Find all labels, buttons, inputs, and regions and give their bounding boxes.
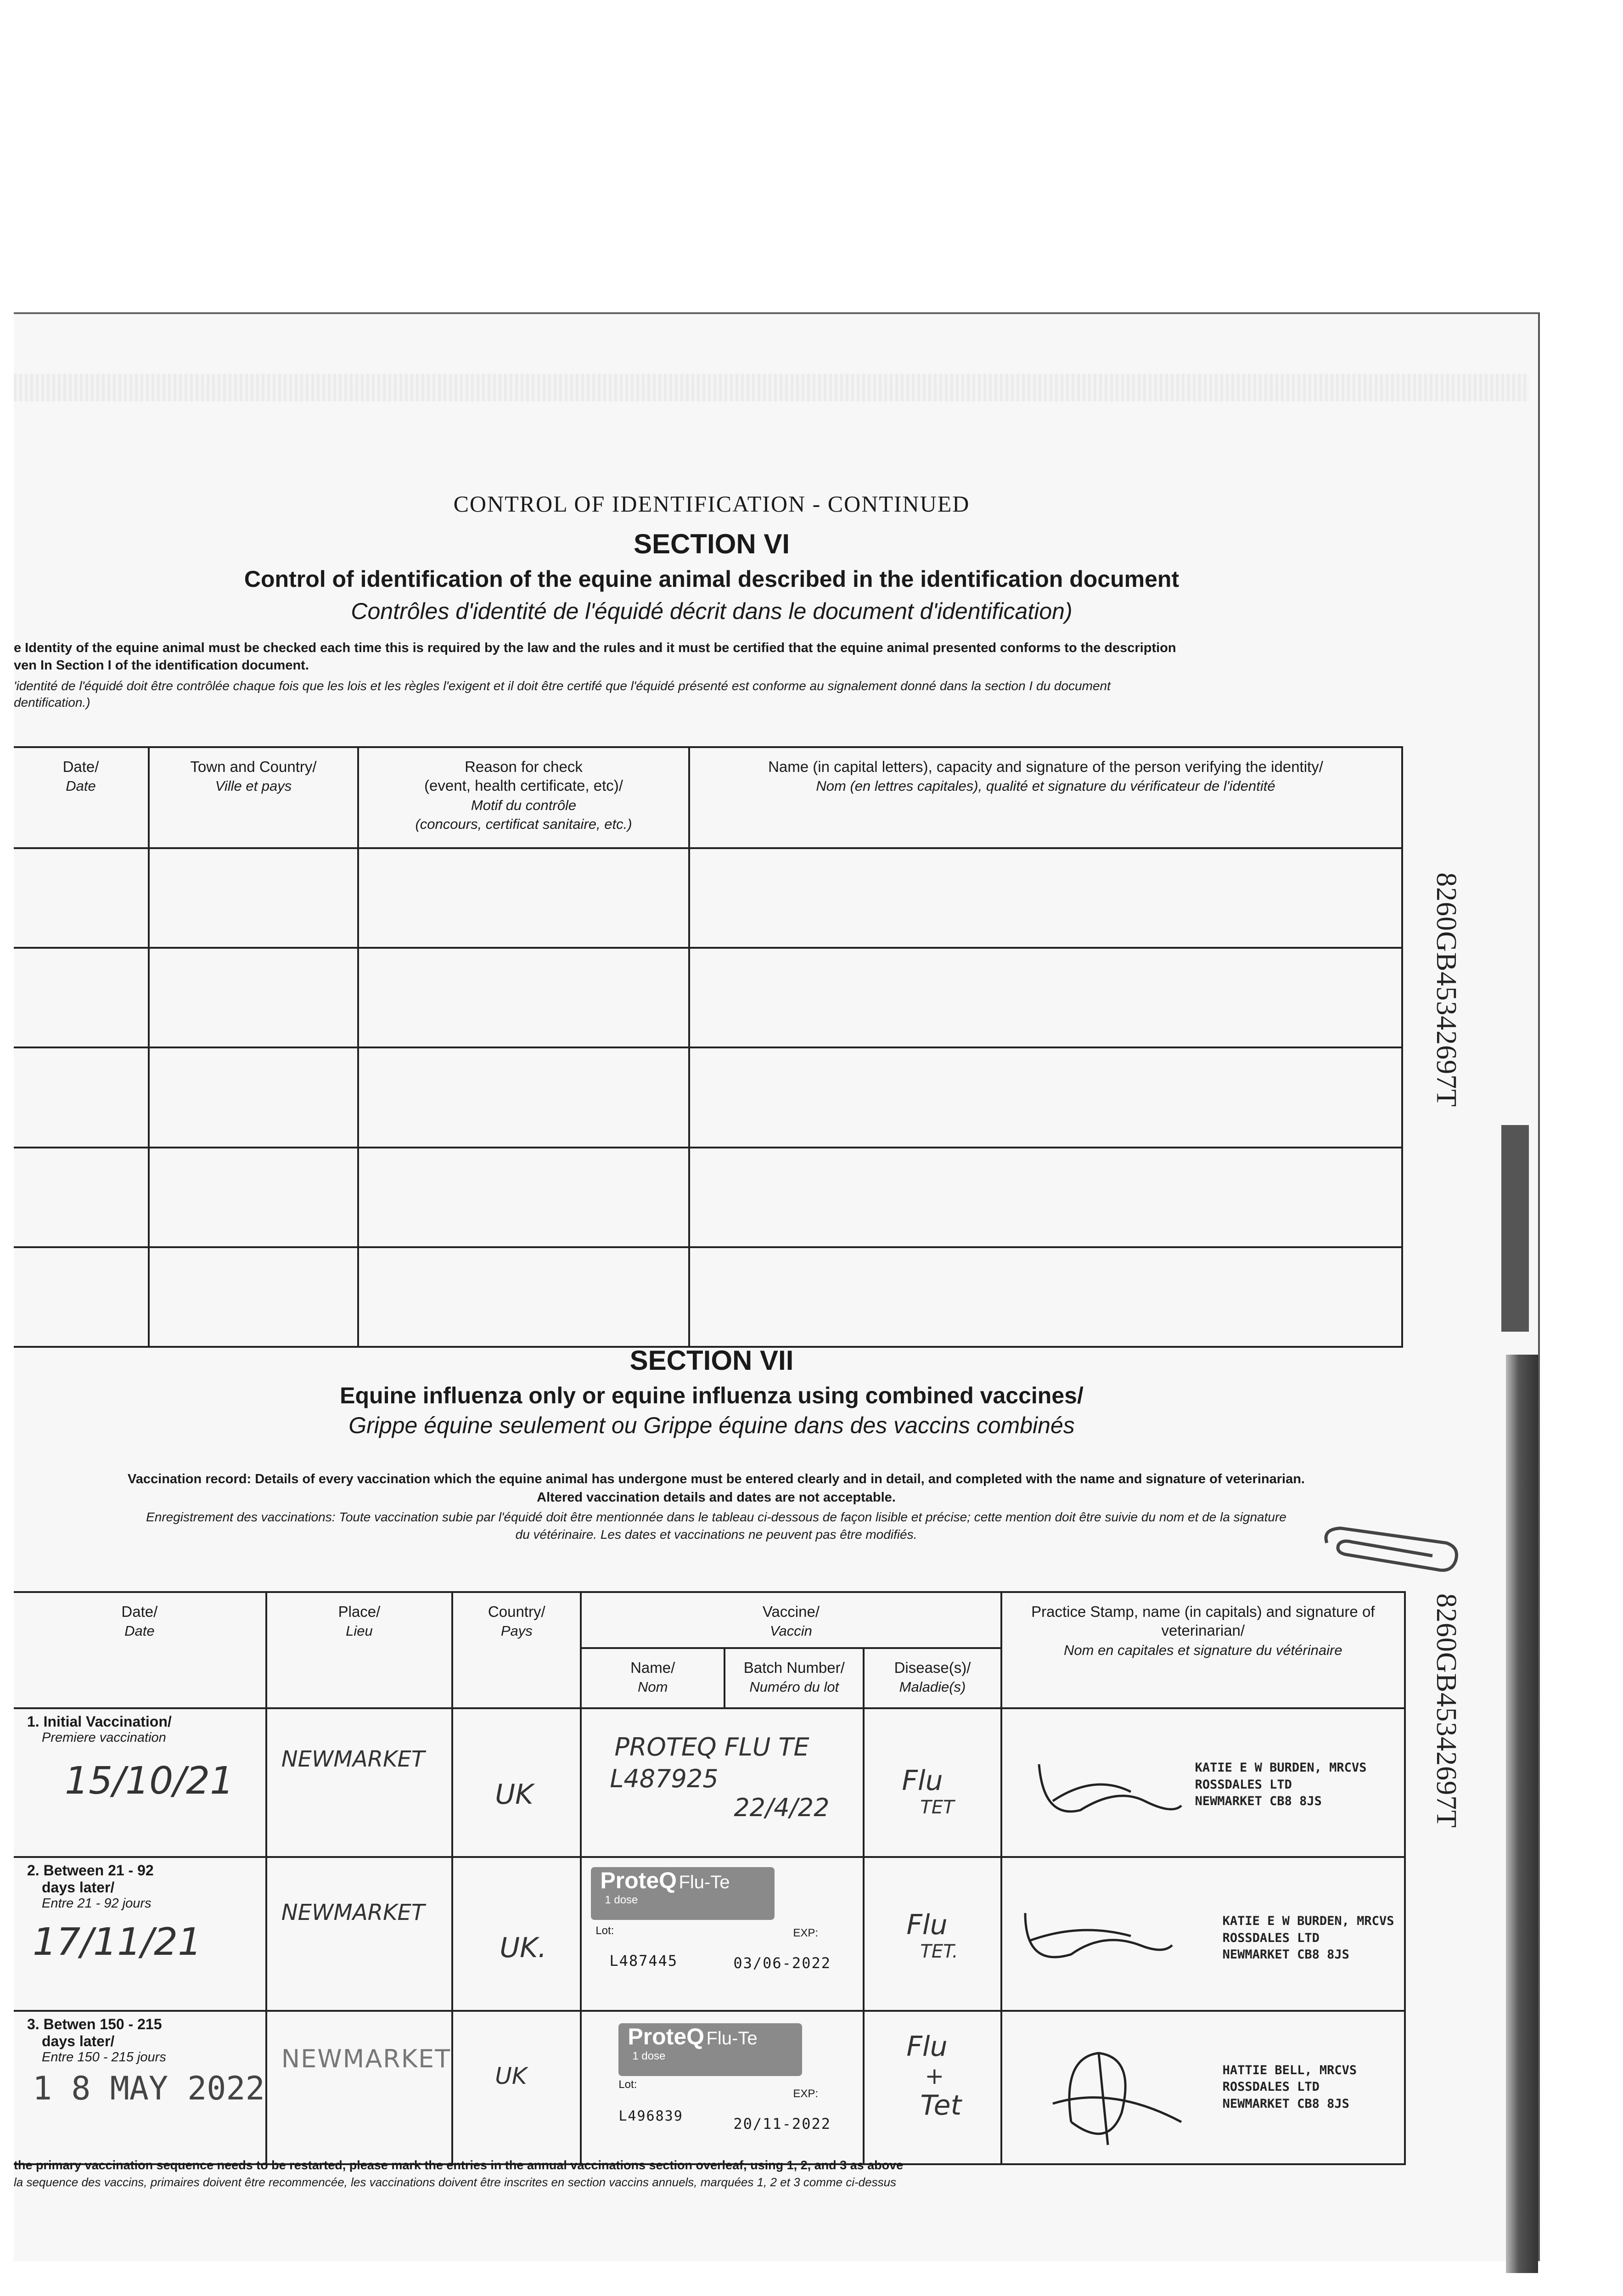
col-town: Town and Country/ Ville et pays bbox=[149, 747, 358, 848]
row-country: UK bbox=[495, 2062, 527, 2089]
vaccination-row-3: 3. Betwen 150 - 215 days later/ Entre 150 - 215 jours 1 8 MAY 2022 NEWMARKET UK ProteQ Flu-Te 1 dose Lot: EXP: L496839 20/11-2022 Flu + Tet HATTIE BELL, MRCVS ROSSDALES LTD NEWMARKET CB8 8JS bbox=[14, 2011, 1405, 2164]
lot-number: L487445 bbox=[609, 1952, 678, 1970]
passport-number-side: 8260GB45342697T bbox=[1431, 872, 1462, 1107]
col-batch: Batch Number/ Numéro du lot bbox=[724, 1648, 864, 1709]
row-vaccine-name: PROTEQ FLU TE bbox=[614, 1733, 809, 1762]
lot-number: L496839 bbox=[618, 2108, 683, 2124]
col-date: Date/ Date bbox=[14, 747, 149, 848]
section-vi-intro-2: ven In Section I of the identification document. bbox=[14, 658, 309, 673]
section-vii-subtitle: Equine influenza only or equine influenza using combined vaccines/ bbox=[340, 1383, 1084, 1408]
section-vi-title: SECTION VI bbox=[633, 529, 790, 559]
col-vaccine-name: Name/ Nom bbox=[581, 1648, 724, 1709]
footnote-fr: la sequence des vaccins, primaires doivent être recommencée, les vaccinations doivent être inscrites en section vaccins annuels, marquées 1, 2 et 3 comme ci-dessus bbox=[14, 2175, 897, 2189]
footnote: the primary vaccination sequence needs to be restarted, please mark the entries in the annual vaccinations section overleaf, using 1, 2, and 3 as above bbox=[14, 2158, 904, 2172]
vaccination-record-note-fr-2: du vétérinaire. Les dates et vaccinations ne peuvent pas être modifiés. bbox=[515, 1527, 917, 1542]
col-place: Place/ Lieu bbox=[266, 1592, 452, 1708]
row-place: NEWMARKET bbox=[281, 1746, 425, 1773]
section-vii-subtitle-fr: Grippe équine seulement ou Grippe équine dans des vaccins combinés bbox=[348, 1412, 1075, 1438]
col-vaccine: Vaccine/ Vaccin bbox=[581, 1592, 1001, 1648]
identity-check-table bbox=[14, 746, 1403, 1348]
table-row bbox=[14, 1047, 149, 1147]
vet-stamp: HATTIE BELL, MRCVS ROSSDALES LTD NEWMARKET CB8 8JS bbox=[1222, 2063, 1357, 2111]
table-row bbox=[14, 948, 149, 1047]
row-date: 17/11/21 bbox=[33, 1920, 202, 1964]
row-batch-exp: 22/4/22 bbox=[734, 1793, 830, 1823]
vaccination-record-note-fr: Enregistrement des vaccinations: Toute vaccination subie par l'équidé doit être mentionnée dans le tableau ci-dessous de façon lisible et précise; cette mention doit être suivie du nom et de la signature bbox=[146, 1510, 1286, 1524]
col-verifier: Name (in capital letters), capacity and signature of the person verifying the identity/ Nom (en lettres capitales), qualité et signature du vérificateur de l'identité bbox=[689, 747, 1402, 848]
row-country: UK bbox=[495, 1778, 534, 1811]
row-date: 15/10/21 bbox=[65, 1759, 234, 1803]
section-vi-intro-fr: 'identité de l'équidé doit être contrôlée chaque fois que les lois et les règles l'exigent et il doit être certifé que l'équidé présenté est conforme au signalement donné dans la section I du document bbox=[14, 679, 1111, 693]
vaccination-table bbox=[14, 1591, 1406, 2165]
section-vi-intro-fr-2: dentification.) bbox=[14, 695, 90, 709]
paperclip-icon bbox=[1318, 1515, 1465, 1598]
vet-stamp: KATIE E W BURDEN, MRCVS ROSSDALES LTD NEWMARKET CB8 8JS bbox=[1195, 1761, 1367, 1809]
row-place-stamp: NEWMARKET bbox=[281, 2044, 451, 2073]
vaccine-sticker: ProteQ Flu-Te 1 dose bbox=[618, 2023, 802, 2076]
row-country: UK. bbox=[500, 1932, 547, 1964]
expiry-date: 03/06-2022 bbox=[733, 1954, 831, 1972]
vaccination-row-1: 1. Initial Vaccination/ Premiere vaccination 15/10/21 NEWMARKET UK PROTEQ FLU TE L487925 22/4/22 Flu TET KATIE E W BURDEN, MRCVS ROSSDALES LTD NEWMARKET CB8 8JS bbox=[14, 1708, 1405, 1857]
row-place: NEWMARKET bbox=[281, 1900, 425, 1926]
vaccination-record-note: Vaccination record: Details of every vaccination which the equine animal has undergone must be entered clearly and in detail, and completed with the name and signature of veterinarian. bbox=[128, 1472, 1305, 1486]
row-batch: L487925 bbox=[610, 1764, 719, 1794]
section-vi-subtitle: Control of identification of the equine animal described in the identification document bbox=[244, 566, 1179, 592]
row-date-stamp: 1 8 MAY 2022 bbox=[33, 2069, 265, 2107]
col-date: Date/ Date bbox=[14, 1592, 266, 1708]
section-vi-subtitle-fr: Contrôles d'identité de l'équidé décrit dans le document d'identification) bbox=[351, 598, 1073, 624]
passport-number-side: 8260GB45342697T bbox=[1431, 1593, 1462, 1828]
expiry-date: 20/11-2022 bbox=[733, 2115, 831, 2133]
vet-signature bbox=[1011, 1899, 1177, 1982]
section-vii-title: SECTION VII bbox=[629, 1345, 794, 1376]
col-country: Country/ Pays bbox=[452, 1592, 581, 1708]
table-row bbox=[14, 1148, 149, 1247]
col-disease: Disease(s)/ Maladie(s) bbox=[864, 1648, 1001, 1709]
col-practice-stamp: Practice Stamp, name (in capitals) and signature of veterinarian/ Nom en capitales et signature du vétérinaire bbox=[1001, 1592, 1405, 1708]
table-row bbox=[14, 1247, 149, 1347]
vaccination-record-note-2: Altered vaccination details and dates are not acceptable. bbox=[537, 1490, 896, 1505]
page-edge-shadow bbox=[1501, 1125, 1529, 1332]
vet-signature bbox=[1044, 2030, 1191, 2159]
vaccination-row-2: 2. Between 21 - 92 days later/ Entre 21 - 92 jours 17/11/21 NEWMARKET UK. ProteQ Flu-Te 1 dose Lot: EXP: L487445 03/06-2022 Flu TET. KATIE E W BURDEN, MRCVS ROSSDALES LTD NEWMARKET CB8 8JS bbox=[14, 1857, 1405, 2010]
continued-heading: CONTROL OF IDENTIFICATION - CONTINUED bbox=[453, 491, 970, 517]
section-vi-intro: e Identity of the equine animal must be checked each time this is required by the law and the rules and it must be certified that the equine animal presented conforms to the description bbox=[14, 641, 1176, 655]
page-edge-shadow bbox=[1506, 1355, 1538, 2273]
vaccine-sticker: ProteQ Flu-Te 1 dose bbox=[591, 1867, 775, 1920]
table-row bbox=[14, 848, 149, 948]
col-reason: Reason for check (event, health certificate, etc)/ Motif du contrôle (concours, certificat sanitaire, etc.) bbox=[358, 747, 689, 848]
vet-stamp: KATIE E W BURDEN, MRCVS ROSSDALES LTD NEWMARKET CB8 8JS bbox=[1222, 1914, 1394, 1962]
vet-signature bbox=[1025, 1746, 1191, 1838]
